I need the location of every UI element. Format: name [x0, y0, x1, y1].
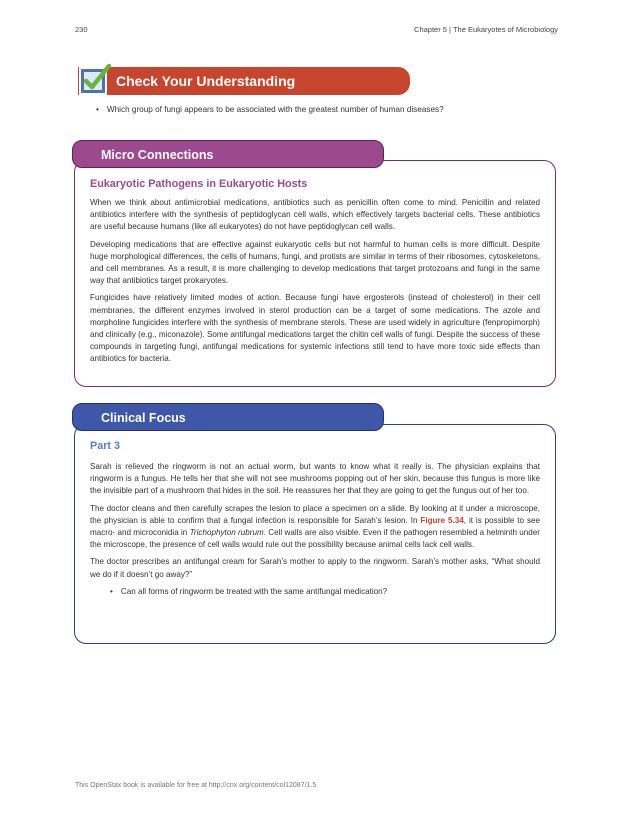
species-name: Trichophyton rubrum — [189, 528, 264, 538]
clinical-focus-question: • Can all forms of ringworm be treated with the same antifungal medication? — [110, 586, 540, 598]
clinical-focus-list — [90, 586, 540, 598]
clinical-focus-label: Clinical Focus — [72, 403, 384, 431]
check-understanding-question: • Which group of fungi appears to be associated with the greatest number of human diseases? — [96, 105, 444, 114]
checkbox-check-icon — [78, 62, 112, 98]
paragraph: Sarah is relieved the ringworm is not an actual worm, but wants to know what it really is. The physician explains that ringworm is a fungus. He tells her that she will not see mushrooms popping out of her skin, because this fungus is more like the invisible part of a mushroom that hides in the soil. He reassures her that they are going to get the fungus out of her too. — [90, 462, 540, 496]
micro-connections-body — [90, 197, 540, 371]
paragraph: Fungicides have relatively limited modes of action. Because fungi have ergosterols (instead of cholesterol) in their cell membranes, the different enzymes involved in sterol production can be a target of some medications. The azole and morpholine fungicides interfere with the synthesis of membrane sterols. These are used widely in agriculture (fenpropimorph) and clinically (e.g., miconazole). Some antifungal medications target the chitin cell walls of fungi. Despite the success of these compounds in targeting fungi, antifungal medications for systemic infections still tend to have more toxic side effects than antibiotics for bacteria. — [90, 293, 540, 364]
paragraph: When we think about antimicrobial medications, antibiotics such as penicillin often come to mind. Penicillin and related antibiotics interfere with the synthesis of peptidoglycan cell walls, which effectively targets bacterial cells. These antibiotics are useful because humans (like all eukaryotes) do not have peptidoglycan cell walls. — [90, 198, 540, 232]
check-understanding-title: Check Your Understanding — [116, 73, 296, 89]
figure-link[interactable]: Figure 5.34 — [420, 515, 464, 525]
footer: This OpenStax book is available for free at http://cnx.org/content/col12087/1.5 — [75, 782, 317, 789]
clinical-focus-body — [90, 461, 540, 598]
paragraph: Developing medications that are effective against eukaryotic cells but not harmful to human cells is more difficult. Despite huge morphological differences, the cells of humans, fungi, and protists are similar in terms of their ribosomes, cytoskeletons, and cell membranes. As a result, it is more challenging to develop medications that target protozoans and fungi in the same way that antibiotics target prokaryotes. — [90, 239, 540, 286]
micro-connections-title: Eukaryotic Pathogens in Eukaryotic Hosts — [90, 178, 308, 190]
clinical-focus-part: Part 3 — [90, 440, 121, 452]
micro-connections-label: Micro Connections — [72, 140, 384, 168]
check-understanding-list — [96, 105, 444, 114]
chapter-header: Chapter 5 | The Eukaryotes of Microbiology — [414, 25, 558, 34]
paragraph: The doctor prescribes an antifungal cream for Sarah’s mother to apply to the ringworm. Sarah’s mother asks, “What should we do if it doesn’t go away?” — [90, 557, 540, 579]
page-number: 230 — [75, 25, 88, 34]
paragraph: The doctor cleans and then carefully scrapes the lesion to place a specimen on a slide. By looking at it under a microscope, the physician is able to confirm that a fungal infection is responsible for Sarah’s lesion. In Figure 5.34, it is possible to see macro- and microconidia in Trichophyton rubrum. Cell walls are also visible. Even if the pathogen resembled a helminth under the microscope, the presence of cell walls would rule out the possibility because animal cells lack cell walls. — [90, 503, 541, 550]
